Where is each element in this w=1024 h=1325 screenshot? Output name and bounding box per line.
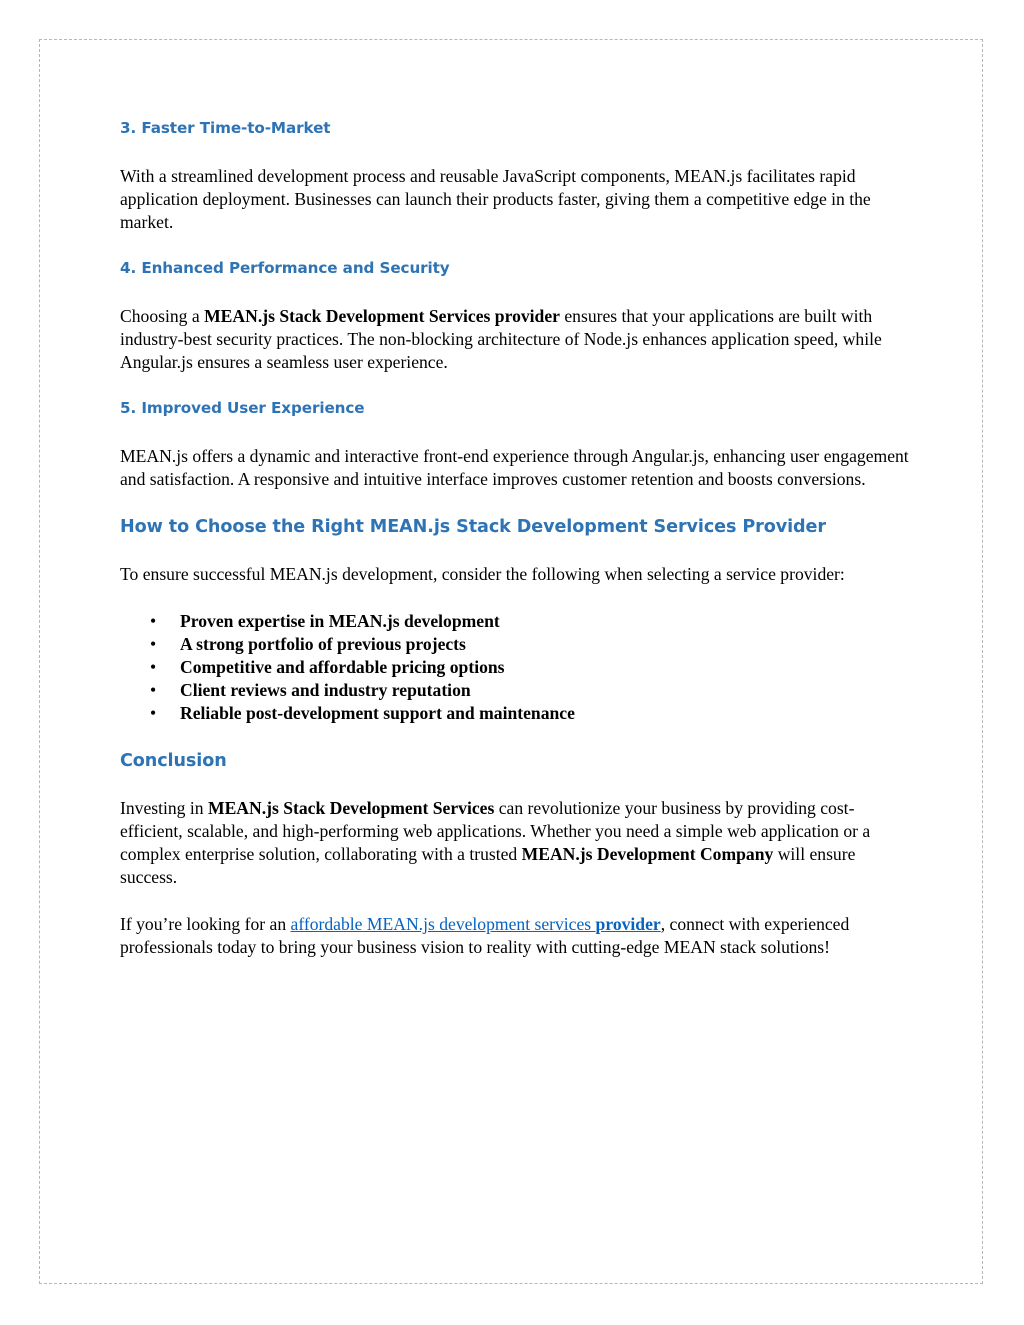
list-item: • A strong portfolio of previous projects [180, 633, 910, 656]
heading-conclusion: Conclusion [120, 751, 227, 771]
text-span: , connect with experienced professionals today to bring your business vision to reality with cutting-edge MEAN stack solutions! [120, 914, 850, 957]
text-span: can revolutionize your business by providing cost-efficient, scalable, and high-performing web applications. Whether you need a simple web application or a complex enterprise solution, collaborating with a trusted [120, 798, 871, 864]
link-text[interactable]: affordable MEAN.js development services [290, 914, 596, 934]
paragraph-how-to-choose-intro: To ensure successful MEAN.js development, consider the following when selecting a service provider: [120, 564, 845, 584]
heading-faster-time-to-market: 3. Faster Time-to-Market [120, 119, 331, 137]
paragraph-performance-security [120, 305, 910, 374]
paragraph-faster-time-to-market: With a streamlined development process and reusable JavaScript components, MEAN.js facilitates rapid application deployment. Businesses can launch their products faster, giving them a competitive edge in the market. [120, 166, 871, 232]
list-item: • Client reviews and industry reputation [180, 679, 910, 702]
heading-user-experience: 5. Improved User Experience [120, 399, 365, 417]
paragraph-user-experience: MEAN.js offers a dynamic and interactive front-end experience through Angular.js, enhancing user engagement and satisfaction. A responsive and intuitive interface improves customer retention and boosts conversions. [120, 446, 909, 489]
heading-how-to-choose: How to Choose the Right MEAN.js Stack Development Services Provider [120, 517, 826, 537]
link-bold-text[interactable]: provider [595, 914, 661, 934]
list-item: • Proven expertise in MEAN.js development [180, 610, 910, 633]
paragraph-conclusion-2 [120, 913, 910, 959]
affordable-services-link[interactable] [291, 914, 661, 934]
bold-text: MEAN.js Stack Development Services provider [204, 306, 560, 326]
text-span: Choosing a [120, 306, 205, 326]
text-span: If you’re looking for an [120, 914, 291, 934]
list-item: • Competitive and affordable pricing options [180, 656, 910, 679]
bold-text: MEAN.js Stack Development Services [207, 798, 495, 818]
text-span: will ensure success. [120, 844, 856, 887]
heading-performance-security: 4. Enhanced Performance and Security [120, 259, 450, 277]
text-span: Investing in [120, 798, 208, 818]
list-item: • Reliable post-development support and maintenance [180, 702, 910, 725]
criteria-list [120, 610, 910, 725]
text-span: ensures that your applications are built with industry-best security practices. The non-blocking architecture of Node.js enhances application speed, while Angular.js ensures a seamless user experience. [120, 306, 882, 372]
paragraph-conclusion-1 [120, 797, 910, 889]
document-content [120, 118, 910, 959]
bold-text: MEAN.js Development Company [521, 844, 774, 864]
